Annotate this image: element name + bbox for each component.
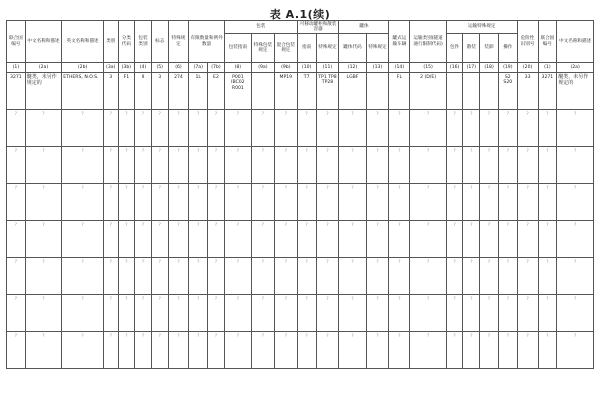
header-tank-special: 特殊规定 <box>366 34 389 63</box>
cell-cn-name: 醚类，未另作规定的 <box>25 73 61 110</box>
unreadable-cell: ? <box>316 332 339 369</box>
unreadable-cell: ? <box>463 147 480 184</box>
cell-tank-code: LGBF <box>339 73 366 110</box>
header-ts-bulk: 散装 <box>463 34 480 63</box>
unreadable-cell: ? <box>446 184 463 221</box>
cell-ts-packages <box>446 73 463 110</box>
column-number: (7a) <box>189 63 208 73</box>
column-number: (13) <box>366 63 389 73</box>
unreadable-cell: ? <box>446 258 463 295</box>
column-number: (10) <box>297 63 316 73</box>
unreadable-cell: ? <box>25 184 61 221</box>
column-number: (9a) <box>251 63 274 73</box>
unreadable-cell: ? <box>7 221 26 258</box>
unreadable-cell: ? <box>538 258 557 295</box>
unreadable-cell: ? <box>389 184 410 221</box>
table-row <box>7 73 594 110</box>
unreadable-cell: ? <box>316 184 339 221</box>
unreadable-cell: ? <box>274 295 297 332</box>
cell-mixed-packing: MP19 <box>274 73 297 110</box>
unreadable-cell: ? <box>7 110 26 147</box>
unreadable-cell: ? <box>135 332 152 369</box>
unreadable-cell: ? <box>224 221 251 258</box>
unreadable-cell: ? <box>103 110 118 147</box>
column-number: (1) <box>7 63 26 73</box>
unreadable-cell: ? <box>25 221 61 258</box>
unreadable-cell: ? <box>463 332 480 369</box>
unreadable-cell: ? <box>274 258 297 295</box>
unreadable-cell: ? <box>135 184 152 221</box>
unreadable-cell: ? <box>517 295 538 332</box>
unreadable-cell: ? <box>410 258 446 295</box>
unreadable-cell: ? <box>7 332 26 369</box>
unreadable-cell: ? <box>498 295 517 332</box>
unreadable-cell: ? <box>480 295 499 332</box>
unreadable-cell: ? <box>339 147 366 184</box>
unreadable-cell: ? <box>151 258 168 295</box>
unreadable-cell: ? <box>480 110 499 147</box>
column-number: (2a) <box>25 63 61 73</box>
unreadable-cell: ? <box>366 332 389 369</box>
unreadable-cell: ? <box>151 110 168 147</box>
unreadable-cell: ? <box>274 184 297 221</box>
header-hazard-id: 危险性识别号 <box>517 21 538 63</box>
unreadable-cell: ? <box>297 332 316 369</box>
header-limited-excepted: 有限数量和例外数量 <box>189 21 224 63</box>
unreadable-cell: ? <box>7 184 26 221</box>
unreadable-cell: ? <box>389 221 410 258</box>
unreadable-cell: ? <box>366 258 389 295</box>
unreadable-cell: ? <box>339 295 366 332</box>
unreadable-cell: ? <box>224 295 251 332</box>
unreadable-cell: ? <box>463 258 480 295</box>
column-number: (11) <box>316 63 339 73</box>
header-special-packing: 特殊包装规定 <box>251 34 274 63</box>
unreadable-cell: ? <box>224 110 251 147</box>
header-vehicle: 罐式运输车辆 <box>389 21 410 63</box>
unreadable-cell: ? <box>189 258 208 295</box>
unreadable-cell: ? <box>446 147 463 184</box>
unreadable-cell: ? <box>366 295 389 332</box>
unreadable-cell: ? <box>557 147 594 184</box>
header-mixed-packing: 混合包装规定 <box>274 34 297 63</box>
unreadable-cell: ? <box>446 295 463 332</box>
unreadable-cell: ? <box>103 295 118 332</box>
header-ts-packages: 包件 <box>446 34 463 63</box>
header-special-provisions: 特殊规定 <box>168 21 189 63</box>
cell-pt-special: TP1 TP8 TP28 <box>316 73 339 110</box>
unreadable-cell: ? <box>208 295 225 332</box>
unreadable-cell: ? <box>168 110 189 147</box>
column-number: (16) <box>446 63 463 73</box>
table-row <box>7 147 594 184</box>
unreadable-cell: ? <box>103 258 118 295</box>
unreadable-cell: ? <box>118 258 135 295</box>
table-row <box>7 184 594 221</box>
unreadable-cell: ? <box>557 110 594 147</box>
unreadable-cell: ? <box>498 258 517 295</box>
unreadable-cell: ? <box>410 110 446 147</box>
table-row <box>7 295 594 332</box>
unreadable-cell: ? <box>517 332 538 369</box>
unreadable-cell: ? <box>297 295 316 332</box>
unreadable-cell: ? <box>7 295 26 332</box>
unreadable-cell: ? <box>62 184 104 221</box>
column-number: (14) <box>389 63 410 73</box>
cell-labels: 3 <box>151 73 168 110</box>
cell-ts-bulk <box>463 73 480 110</box>
unreadable-cell: ? <box>517 110 538 147</box>
cell-special-provisions: 274 <box>168 73 189 110</box>
unreadable-cell: ? <box>297 147 316 184</box>
cell-vehicle: FL <box>389 73 410 110</box>
column-number: (5) <box>151 63 168 73</box>
column-number: (3a) <box>103 63 118 73</box>
table-row <box>7 332 594 369</box>
table-row <box>7 258 594 295</box>
unreadable-cell: ? <box>410 147 446 184</box>
column-number: (18) <box>480 63 499 73</box>
unreadable-cell: ? <box>463 295 480 332</box>
column-number: (2b) <box>62 63 104 73</box>
unreadable-cell: ? <box>168 221 189 258</box>
unreadable-cell: ? <box>538 110 557 147</box>
unreadable-cell: ? <box>557 295 594 332</box>
unreadable-cell: ? <box>208 221 225 258</box>
column-number: (7b) <box>208 63 225 73</box>
unreadable-cell: ? <box>517 258 538 295</box>
unreadable-cell: ? <box>135 258 152 295</box>
unreadable-cell: ? <box>480 184 499 221</box>
cell-class-code: F1 <box>118 73 135 110</box>
unreadable-cell: ? <box>251 258 274 295</box>
unreadable-cell: ? <box>366 221 389 258</box>
unreadable-cell: ? <box>208 147 225 184</box>
cell-tank-special <box>366 73 389 110</box>
unreadable-cell: ? <box>168 184 189 221</box>
table-row <box>7 221 594 258</box>
column-number: (9b) <box>274 63 297 73</box>
header-pt-instructions: 指南 <box>297 34 316 63</box>
header-tank-code: 罐体代码 <box>339 34 366 63</box>
unreadable-cell: ? <box>274 110 297 147</box>
unreadable-cell: ? <box>517 221 538 258</box>
unreadable-cell: ? <box>480 147 499 184</box>
unreadable-cell: ? <box>7 147 26 184</box>
unreadable-cell: ? <box>316 221 339 258</box>
unreadable-cell: ? <box>168 295 189 332</box>
unreadable-cell: ? <box>118 332 135 369</box>
unreadable-cell: ? <box>168 147 189 184</box>
unreadable-cell: ? <box>103 184 118 221</box>
header-transport-category: 运输类别(隧道通行限制代码) <box>410 21 446 63</box>
column-number: (3b) <box>118 63 135 73</box>
header-un-no: 联合国编号 <box>7 21 26 63</box>
unreadable-cell: ? <box>251 332 274 369</box>
unreadable-cell: ? <box>118 295 135 332</box>
header-ts-operation: 操作 <box>498 34 517 63</box>
unreadable-cell: ? <box>62 332 104 369</box>
unreadable-cell: ? <box>62 110 104 147</box>
unreadable-cell: ? <box>189 332 208 369</box>
unreadable-cell: ? <box>538 147 557 184</box>
unreadable-cell: ? <box>297 184 316 221</box>
unreadable-cell: ? <box>538 295 557 332</box>
unreadable-cell: ? <box>168 258 189 295</box>
column-number: (17) <box>463 63 480 73</box>
unreadable-cell: ? <box>118 221 135 258</box>
unreadable-cell: ? <box>208 184 225 221</box>
unreadable-cell: ? <box>517 147 538 184</box>
unreadable-cell: ? <box>251 110 274 147</box>
unreadable-cell: ? <box>189 184 208 221</box>
header-un-no-repeat: 联合国编号 <box>538 21 557 63</box>
unreadable-cell: ? <box>410 295 446 332</box>
header-cn-name: 中文名称和描述 <box>25 21 61 63</box>
unreadable-cell: ? <box>25 147 61 184</box>
header-class: 类别 <box>103 21 118 63</box>
unreadable-cell: ? <box>446 221 463 258</box>
unreadable-cell: ? <box>410 221 446 258</box>
unreadable-cell: ? <box>151 147 168 184</box>
column-number: (1) <box>538 63 557 73</box>
table-row <box>7 110 594 147</box>
unreadable-cell: ? <box>316 295 339 332</box>
column-number: (20) <box>517 63 538 73</box>
unreadable-cell: ? <box>62 147 104 184</box>
header-packing-instructions: 包装指南 <box>224 34 251 63</box>
unreadable-cell: ? <box>366 110 389 147</box>
unreadable-cell: ? <box>366 184 389 221</box>
unreadable-cell: ? <box>251 147 274 184</box>
unreadable-cell: ? <box>168 332 189 369</box>
unreadable-cell: ? <box>446 110 463 147</box>
unreadable-cell: ? <box>389 147 410 184</box>
unreadable-cell: ? <box>189 221 208 258</box>
unreadable-cell: ? <box>538 221 557 258</box>
unreadable-cell: ? <box>103 147 118 184</box>
unreadable-cell: ? <box>274 147 297 184</box>
table-title: 表 A.1(续) <box>269 8 331 21</box>
unreadable-cell: ? <box>480 221 499 258</box>
unreadable-cell: ? <box>366 147 389 184</box>
unreadable-cell: ? <box>389 258 410 295</box>
column-number: (2a) <box>557 63 594 73</box>
unreadable-cell: ? <box>498 147 517 184</box>
unreadable-cell: ? <box>498 184 517 221</box>
unreadable-cell: ? <box>118 147 135 184</box>
header-class-code: 分类代码 <box>118 21 135 63</box>
header-pt-special: 特殊规定 <box>316 34 339 63</box>
header-group-tanks: 罐体 <box>339 21 389 34</box>
unreadable-cell: ? <box>463 110 480 147</box>
cell-ts-operation: S2 S20 <box>498 73 517 110</box>
unreadable-cell: ? <box>208 258 225 295</box>
unreadable-cell: ? <box>25 332 61 369</box>
unreadable-cell: ? <box>251 295 274 332</box>
unreadable-cell: ? <box>557 221 594 258</box>
unreadable-cell: ? <box>339 221 366 258</box>
unreadable-cell: ? <box>410 332 446 369</box>
column-number: (19) <box>498 63 517 73</box>
cell-pt-instructions: T7 <box>297 73 316 110</box>
unreadable-cell: ? <box>339 258 366 295</box>
unreadable-cell: ? <box>208 110 225 147</box>
cell-en-name: ETHERS, N.O.S. <box>62 73 104 110</box>
unreadable-cell: ? <box>224 147 251 184</box>
cell-hazard-id: 33 <box>517 73 538 110</box>
unreadable-cell: ? <box>297 258 316 295</box>
unreadable-cell: ? <box>389 295 410 332</box>
cell-ts-loading <box>480 73 499 110</box>
unreadable-cell: ? <box>557 184 594 221</box>
unreadable-cell: ? <box>25 110 61 147</box>
unreadable-cell: ? <box>224 258 251 295</box>
header-group-portable-tanks: 可移动罐柜和散装容器 <box>297 21 339 34</box>
cell-packing-group: Ⅱ <box>135 73 152 110</box>
unreadable-cell: ? <box>25 258 61 295</box>
unreadable-cell: ? <box>389 110 410 147</box>
unreadable-cell: ? <box>538 184 557 221</box>
unreadable-cell: ? <box>103 221 118 258</box>
cell-transport-category: 2 (D/E) <box>410 73 446 110</box>
unreadable-cell: ? <box>189 295 208 332</box>
header-labels: 标志 <box>151 21 168 63</box>
column-number: (4) <box>135 63 152 73</box>
column-number: (6) <box>168 63 189 73</box>
unreadable-cell: ? <box>62 221 104 258</box>
column-number-row <box>7 63 594 73</box>
unreadable-cell: ? <box>25 295 61 332</box>
unreadable-cell: ? <box>189 110 208 147</box>
table-body <box>7 73 594 369</box>
cell-class: 3 <box>103 73 118 110</box>
dangerous-goods-table <box>6 20 594 369</box>
unreadable-cell: ? <box>557 258 594 295</box>
unreadable-cell: ? <box>316 258 339 295</box>
unreadable-cell: ? <box>557 332 594 369</box>
header-en-name: 英文名称和描述 <box>62 21 104 63</box>
cell-cn-name-repeat: 醚类，未另作规定的 <box>557 73 594 110</box>
unreadable-cell: ? <box>189 147 208 184</box>
cell-special-packing <box>251 73 274 110</box>
unreadable-cell: ? <box>151 332 168 369</box>
unreadable-cell: ? <box>463 221 480 258</box>
unreadable-cell: ? <box>480 332 499 369</box>
unreadable-cell: ? <box>251 184 274 221</box>
header-cn-name-repeat: 中文名称和描述 <box>557 21 594 63</box>
unreadable-cell: ? <box>224 332 251 369</box>
unreadable-cell: ? <box>62 295 104 332</box>
header-packing-group: 包装类别 <box>135 21 152 63</box>
unreadable-cell: ? <box>151 221 168 258</box>
unreadable-cell: ? <box>339 184 366 221</box>
unreadable-cell: ? <box>135 221 152 258</box>
cell-un-no-repeat: 3271 <box>538 73 557 110</box>
column-number: (12) <box>339 63 366 73</box>
unreadable-cell: ? <box>208 332 225 369</box>
header-ts-loading: 装卸 <box>480 34 499 63</box>
cell-packing-instructions: P001 IBC02 R001 <box>224 73 251 110</box>
unreadable-cell: ? <box>151 295 168 332</box>
unreadable-cell: ? <box>62 258 104 295</box>
header-group-packaging: 包装 <box>224 21 297 34</box>
unreadable-cell: ? <box>151 184 168 221</box>
cell-excepted-qty: E2 <box>208 73 225 110</box>
header-row-groups <box>7 21 594 34</box>
header-group-transport-special: 运输特殊规定 <box>446 21 517 34</box>
unreadable-cell: ? <box>274 332 297 369</box>
unreadable-cell: ? <box>316 147 339 184</box>
unreadable-cell: ? <box>446 332 463 369</box>
unreadable-cell: ? <box>135 110 152 147</box>
unreadable-cell: ? <box>135 295 152 332</box>
unreadable-cell: ? <box>498 110 517 147</box>
unreadable-cell: ? <box>297 110 316 147</box>
unreadable-cell: ? <box>389 332 410 369</box>
unreadable-cell: ? <box>224 184 251 221</box>
unreadable-cell: ? <box>118 110 135 147</box>
unreadable-cell: ? <box>538 332 557 369</box>
cell-limited-qty: 1L <box>189 73 208 110</box>
unreadable-cell: ? <box>135 147 152 184</box>
unreadable-cell: ? <box>339 332 366 369</box>
unreadable-cell: ? <box>7 258 26 295</box>
unreadable-cell: ? <box>251 221 274 258</box>
unreadable-cell: ? <box>463 184 480 221</box>
cell-un-no: 3271 <box>7 73 26 110</box>
column-number: (8) <box>224 63 251 73</box>
unreadable-cell: ? <box>498 221 517 258</box>
unreadable-cell: ? <box>480 258 499 295</box>
unreadable-cell: ? <box>118 184 135 221</box>
unreadable-cell: ? <box>274 221 297 258</box>
unreadable-cell: ? <box>339 110 366 147</box>
column-number: (15) <box>410 63 446 73</box>
unreadable-cell: ? <box>316 110 339 147</box>
unreadable-cell: ? <box>410 184 446 221</box>
unreadable-cell: ? <box>297 221 316 258</box>
unreadable-cell: ? <box>498 332 517 369</box>
unreadable-cell: ? <box>103 332 118 369</box>
unreadable-cell: ? <box>517 184 538 221</box>
